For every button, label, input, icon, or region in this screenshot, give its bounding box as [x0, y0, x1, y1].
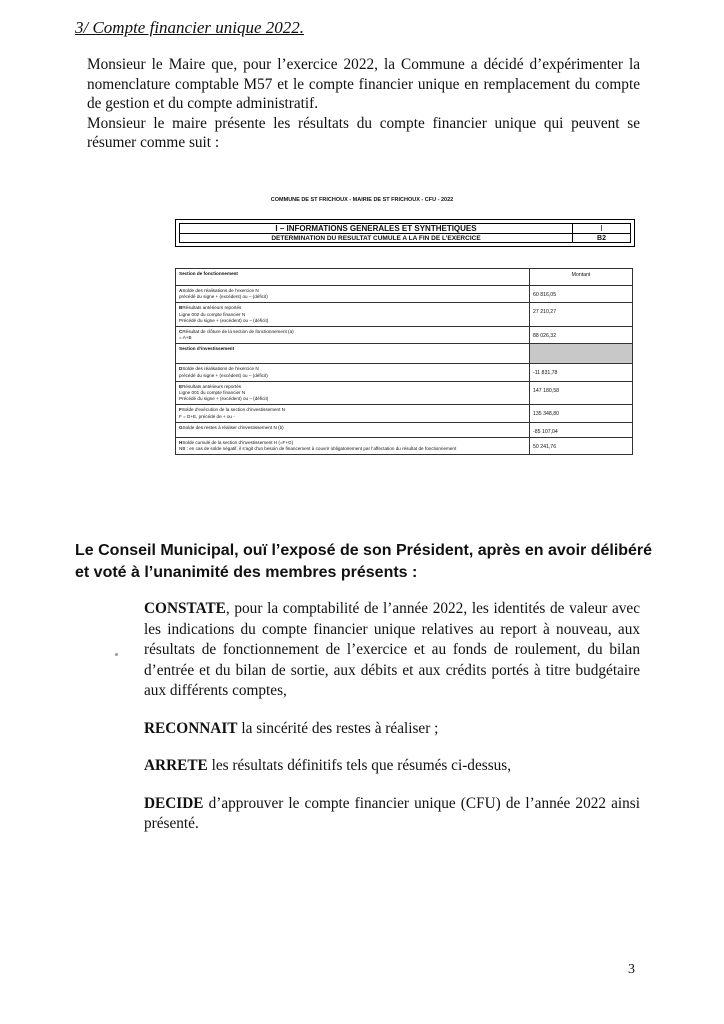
row-amount: 88 026,32 [530, 327, 633, 344]
decision-reconnait [144, 719, 640, 740]
row-label [176, 303, 530, 327]
row-line: NB : en cas de solde négatif, il s’agit d’un besoin de financement à couvrir obligatoirement par l’affectation du résultat de fonctionnement [179, 446, 457, 452]
row-line: Solde d’exécution de la section d’investissement N [181, 407, 285, 413]
row-amount: -85 107,04 [530, 422, 633, 437]
decision-text: les résultats définitifs tels que résumés ci-dessus, [207, 757, 512, 774]
decision-decide [144, 794, 640, 835]
row-line: Solde des réalisations de l’exercice N [182, 288, 259, 293]
decision-text: d’approuver le compte financier unique (CFU) de l’année 2022 ainsi présenté. [144, 794, 640, 832]
row-letter: B [179, 305, 183, 311]
section-heading: 3/ Compte financier unique 2022. [75, 18, 305, 37]
row-label [176, 364, 530, 381]
row-line: Résultats antérieurs reportés [182, 383, 242, 389]
decision-keyword: ARRETE [144, 757, 208, 774]
row-line: Précédé du signe + (excédent) ou – (déficit) [179, 317, 269, 323]
row-amount: 50 241,76 [530, 438, 633, 455]
row-line: Solde des restes à réaliser d’investissement N (b) [182, 424, 284, 430]
info-box-title: I – INFORMATIONS GENERALES ET SYNTHETIQUES [275, 224, 477, 233]
table-row [176, 303, 633, 327]
row-line: F = D+E, précédé de + ou - [179, 413, 235, 419]
table-row [176, 364, 633, 381]
decisions [144, 599, 640, 835]
row-line: Résultat de clôture de la section de fonctionnement (a) [182, 329, 294, 335]
result-table [175, 268, 633, 455]
intro-paragraph-1: Monsieur le Maire que, pour l’exercice 2022, la Commune a décidé d’expérimenter la nomenclature comptable M57 et le compte financier unique en remplacement du compte de gestion et du compte administratif. [87, 56, 640, 112]
row-amount: 60 816,05 [530, 286, 633, 303]
info-box-subtitle: DETERMINATION DU RESULTAT CUMULE A LA FIN DE L’EXERCICE [271, 235, 481, 242]
info-box-code-bottom: B2 [597, 235, 606, 242]
row-line: Solde cumulé de la section d’investissement H (=F+G) [182, 440, 294, 446]
row-label [176, 286, 530, 303]
row-letter: D [179, 366, 183, 372]
row-line: Résultats antérieurs reportés [182, 305, 242, 311]
row-line: précédé du signe + (excédent) ou – (déficit) [179, 372, 268, 378]
row-letter: C [179, 329, 183, 335]
row-letter: H [179, 440, 183, 446]
commune-title: COMMUNE DE ST FRICHOUX - MAIRIE DE ST FRICHOUX - CFU - 2022 [270, 197, 454, 203]
row-label [176, 405, 530, 422]
row-amount: 135 348,80 [530, 405, 633, 422]
table-row [176, 327, 633, 344]
row-amount: -11 831,78 [530, 364, 633, 381]
decision-arrete [144, 756, 640, 777]
row-line: précédé du signe + (excédent) ou – (déficit) [179, 294, 268, 300]
table-row [176, 405, 633, 422]
info-box-code-top: I [600, 224, 603, 233]
section-row-fonctionnement [176, 269, 633, 286]
row-label [176, 438, 530, 455]
section-row-investissement [176, 344, 633, 364]
decision-text: , pour la comptabilité de l’année 2022, les identités de valeur avec les indications du compte financier unique relatives au report à nouveau, aux résultats de fonctionnement de l’exercice et au fonds de roulement, du bilan d’entrée et du bilan de sortie, aux débits et aux crédits portés à titre budgétaire aux différents comptes, [144, 600, 640, 699]
council-statement [75, 540, 655, 584]
decision-text: la sincérité des restes à réaliser ; [237, 719, 439, 737]
table-row [176, 438, 633, 455]
decision-keyword: RECONNAIT [144, 719, 238, 737]
row-letter: E [179, 383, 183, 389]
row-line: = A+B [179, 335, 192, 341]
section-label: Section de fonctionnement [176, 269, 530, 286]
decision-keyword: CONSTATE [144, 600, 226, 617]
table-row [176, 381, 633, 405]
section-label: Section d’investissement [176, 344, 530, 364]
row-letter: F [179, 407, 182, 413]
info-box [175, 219, 635, 247]
row-line: Solde des réalisations de l’exercice N [182, 366, 259, 372]
council-text: Le Conseil Municipal, ouï l’exposé de son Président, après en avoir délibéré et voté à l’unanimité des membres présents : [75, 542, 653, 581]
decision-keyword: DECIDE [144, 794, 204, 812]
row-amount: 27 210,27 [530, 303, 633, 327]
decision-constate [144, 599, 640, 702]
row-label [176, 381, 530, 405]
page-number: 3 [628, 962, 635, 977]
section-amount-cell [530, 344, 633, 364]
row-label [176, 422, 530, 437]
row-line: Précédé du signe + (excédent) ou – (déficit) [179, 396, 269, 402]
table-row [176, 422, 633, 437]
row-amount: 147 180,58 [530, 381, 633, 405]
row-line: Ligne 002 du compte financier N [179, 311, 246, 317]
intro-paragraph-2: Monsieur le maire présente les résultats du compte financier unique qui peuvent se résumer comme suit : [87, 114, 640, 151]
row-letter: A [179, 288, 183, 293]
row-letter: G [179, 424, 183, 430]
row-label [176, 327, 530, 344]
table-row [176, 286, 633, 303]
row-line: Ligne 001 du compte financier N [179, 390, 246, 396]
intro-text [87, 55, 640, 153]
scan-dot-mark [115, 653, 118, 656]
montant-header: Montant [530, 269, 633, 286]
